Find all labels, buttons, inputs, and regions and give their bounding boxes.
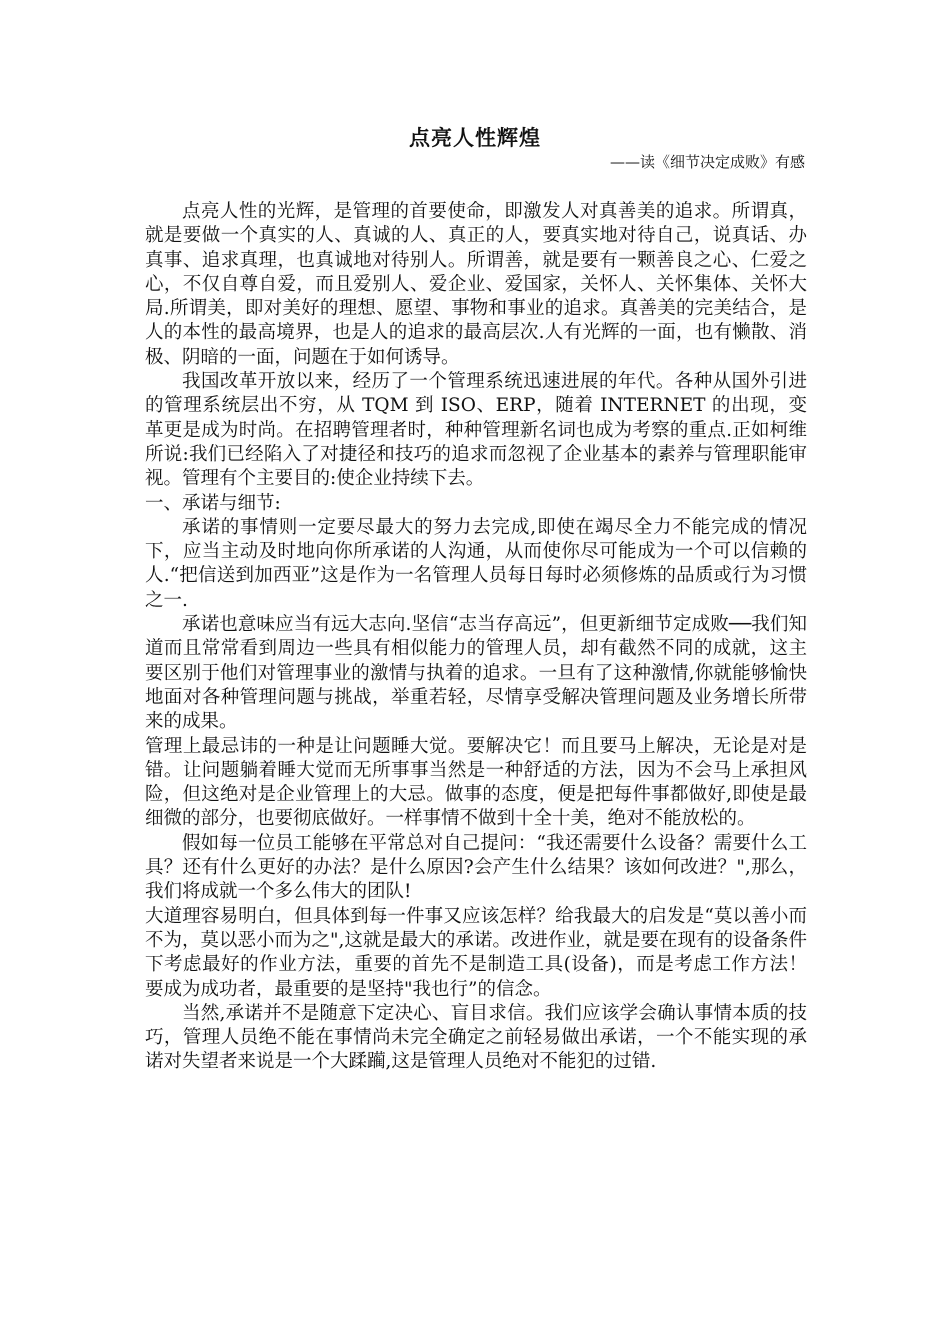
document-body xyxy=(145,200,807,1075)
paragraph: 承诺的事情则一定要尽最大的努力去完成,即使在竭尽全力不能完成的情况下，应当主动及时地向你所承诺的人沟通，从而使你尽可能成为一个可以信赖的人.“把信送到加西亚”这是作为一名管理人员每日每时必须修炼的品质或行为习惯之一. xyxy=(145,516,807,611)
paragraph: 管理上最忌讳的一种是让问题睡大觉。要解决它！而且要马上解决，无论是对是错。让问题躺着睡大觉而无所事事当然是一种舒适的方法，因为不会马上承担风险，但这绝对是企业管理上的大忌。做事的态度，便是把每件事都做好,即使是最细微的部分，也要彻底做好。一样事情不做到十全十美，绝对不能放松的。 xyxy=(145,735,807,830)
paragraph: 我国改革开放以来，经历了一个管理系统迅速进展的年代。各种从国外引进的管理系统层出不穷，从 TQM 到 ISO、ERP，随着 INTERNET 的出现，变革更是成为时尚。在招聘管理者时，种种管理新名词也成为考察的重点.正如柯维所说:我们已经陷入了对捷径和技巧的追求而忽视了企业基本的素养与管理职能审视。管理有个主要目的:使企业持续下去。 xyxy=(145,371,807,490)
paragraph: 点亮人性的光辉，是管理的首要使命，即激发人对真善美的追求。所谓真，就是要做一个真实的人、真诚的人、真正的人，要真实地对待自己，说真话、办真事、追求真理，也真诚地对待别人。所谓善，就是要有一颗善良之心、仁爱之心，不仅自尊自爱，而且爱别人、爱企业、爱国家，关怀人、关怀集体、关怀大局.所谓美，即对美好的理想、愿望、事物和事业的追求。真善美的完美结合，是人的本性的最高境界，也是人的追求的最高层次.人有光辉的一面，也有懒散、消极、阴暗的一面，问题在于如何诱导。 xyxy=(145,201,807,368)
paragraph: 承诺也意味应当有远大志向.坚信“志当存高远”，但更新细节定成败──我们知道而且常常看到周边一些具有相似能力的管理人员，却有截然不同的成就，这主要区别于他们对管理事业的激情与执着的追求。一旦有了这种激情,你就能够愉快地面对各种管理问题与挑战，举重若轻，尽情享受解决管理问题及业务增长所带来的成果。 xyxy=(145,614,807,733)
paragraph: 假如每一位员工能够在平常总对自己提问：“我还需要什么设备？需要什么工具？还有什么更好的办法？是什么原因?会产生什么结果？该如何改进？",那么，我们将成就一个多么伟大的团队! xyxy=(145,832,807,903)
paragraph: 大道理容易明白，但具体到每一件事又应该怎样？给我最大的启发是“莫以善小而不为，莫以恶小而为之",这就是最大的承诺。改进作业，就是要在现有的设备条件下考虑最好的作业方法，重要的首先不是制造工具(设备)，而是考虑工作方法！ 要成为成功者，最重要的是坚持"我也行”的信念。 xyxy=(145,905,807,1000)
page-subtitle: ——读《细节决定成败》有感 xyxy=(609,153,805,171)
paragraph: 当然,承诺并不是随意下定决心、盲目求信。我们应该学会确认事情本质的技巧，管理人员绝不能在事情尚未完全确定之前轻易做出承诺，一个不能实现的承诺对失望者来说是一个大蹂躏,这是管理人员绝对不能犯的过错. xyxy=(145,1002,807,1073)
section-heading: 一、承诺与细节: xyxy=(145,492,281,514)
page-title: 点亮人性辉煌 xyxy=(409,126,541,150)
